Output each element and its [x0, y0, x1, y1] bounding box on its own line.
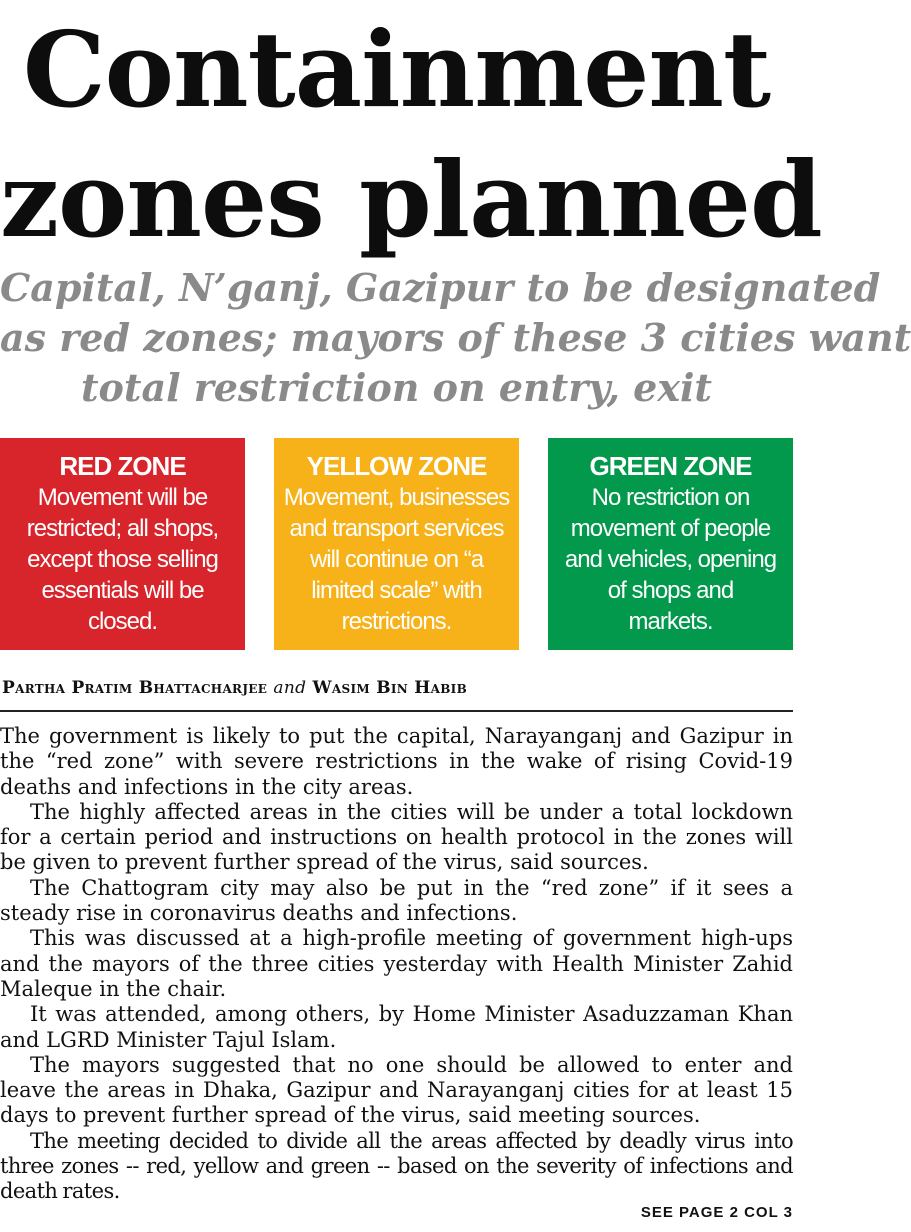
- article-paragraph-4: This was discussed at a high-profile meeting of government high-ups and the mayors of the three cities yesterday with Health Minister Zahid Maleque in the chair.: [0, 926, 793, 1001]
- red-zone-description: Movement will be restricted; all shops, except those selling essentials will be closed.: [26, 484, 219, 635]
- green-zone-box: [548, 438, 793, 650]
- article-paragraph-3: The Chattogram city may also be put in the “red zone” if it sees a steady rise in coronavirus deaths and infections.: [0, 875, 793, 926]
- article-paragraph-7: The meeting decided to divide all the areas affected by deadly virus into three zones -- red, yellow and green -- based on the severity of infections and death rates.: [0, 1128, 793, 1204]
- article-paragraph-2: The highly affected areas in the cities will be under a total lockdown for a certain period and instructions on health protocol in the zones will be given to prevent further spread of the virus, said sources.: [0, 799, 793, 875]
- yellow-zone-box: [274, 438, 519, 650]
- byline: [2, 678, 467, 698]
- byline-conjunction: and: [273, 678, 307, 698]
- subheadline-line-3: total restriction on entry, exit: [81, 365, 712, 410]
- yellow-zone-description: Movement, businesses and transport services will continue on “a limited scale” with restrictions.: [283, 484, 510, 635]
- headline-line-1: Containment: [22, 8, 771, 131]
- green-zone-title: GREEN ZONE: [589, 451, 752, 481]
- article-body: [0, 724, 793, 1205]
- yellow-zone-title: YELLOW ZONE: [306, 451, 487, 481]
- article-paragraph-1: The government is likely to put the capital, Narayanganj and Gazipur in the “red zone” with severe restrictions in the wake of rising Covid-19 deaths and infections in the city areas.: [0, 724, 793, 799]
- headline-line-2: zones planned: [0, 138, 822, 261]
- article-paragraph-6: The mayors suggested that no one should be allowed to enter and leave the areas in Dhaka, Gazipur and Narayanganj cities for at least 15 days to prevent further spread of the virus, said meeting sources.: [0, 1052, 793, 1128]
- green-zone-description: No restriction on movement of people and vehicles, opening of shops and markets.: [564, 484, 777, 635]
- red-zone-title: RED ZONE: [59, 451, 186, 481]
- byline-divider: [0, 710, 793, 712]
- subheadline-line-2: as red zones; mayors of these 3 cities want: [0, 315, 911, 360]
- byline-author-2: Wasim Bin Habib: [312, 678, 468, 698]
- continued-on-page-link[interactable]: SEE PAGE 2 COL 3: [640, 1204, 793, 1221]
- red-zone-box: [0, 438, 245, 650]
- article-paragraph-5: It was attended, among others, by Home Minister Asaduzzaman Khan and LGRD Minister Tajul Islam.: [0, 1002, 793, 1052]
- subheadline-line-1: Capital, N’ganj, Gazipur to be designated: [0, 265, 881, 310]
- byline-author-1: Partha Pratim Bhattacharjee: [2, 678, 268, 698]
